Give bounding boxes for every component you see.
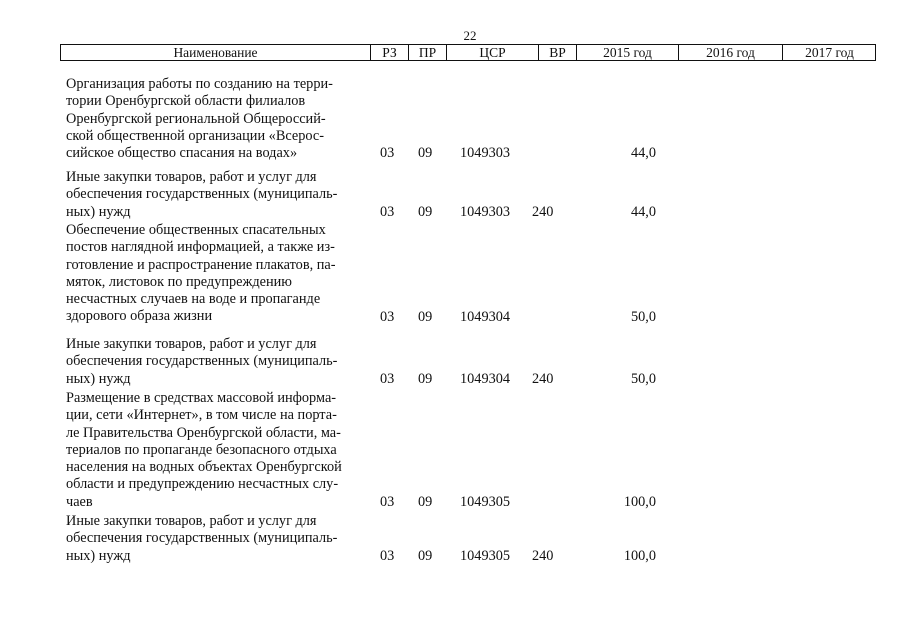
row-name-line: чаев xyxy=(66,493,93,510)
row-2015: 50,0 xyxy=(630,308,656,325)
header-vr: ВР xyxy=(539,45,577,60)
row-name xyxy=(66,390,366,511)
row-csr: 1049303 xyxy=(460,203,511,220)
row-name xyxy=(66,513,366,565)
row-pr: 09 xyxy=(418,203,433,220)
row-pr: 09 xyxy=(418,145,433,162)
row-name-line: Иные закупки товаров, работ и услуг для xyxy=(66,336,317,352)
row-name-line: ных) нужд xyxy=(66,370,131,387)
row-name-line: постов наглядной информацией, а также из- xyxy=(66,239,335,256)
row-name-line: Иные закупки товаров, работ и услуг для xyxy=(66,169,317,185)
row-name-line: здорового образа жизни xyxy=(66,308,213,325)
row-2015: 100,0 xyxy=(623,493,656,510)
row-rz: 03 xyxy=(380,145,395,162)
row-pr: 09 xyxy=(418,370,433,387)
row-rz: 03 xyxy=(380,308,395,325)
row-name-line: тории Оренбургской области филиалов xyxy=(66,93,306,110)
row-2015: 44,0 xyxy=(630,145,656,162)
row-name xyxy=(66,336,366,388)
row-name-line: териалов по пропаганде безопасного отдыха xyxy=(66,441,337,458)
row-rz: 03 xyxy=(380,493,395,510)
row-name-line: Обеспечение общественных спасательных xyxy=(66,222,326,238)
row-name-line: Организация работы по созданию на терри- xyxy=(66,76,333,92)
row-name-line: области и предупреждению несчастных слу- xyxy=(66,476,339,493)
header-2016: 2016 год xyxy=(679,45,783,60)
row-csr: 1049305 xyxy=(460,547,511,564)
row-name-line: Размещение в средствах массовой информа- xyxy=(66,390,337,406)
row-pr: 09 xyxy=(418,493,433,510)
row-name-line: обеспечения государственных (муниципаль- xyxy=(66,186,338,203)
row-name-line: ской общественной организации «Всерос- xyxy=(66,127,324,144)
row-rz: 03 xyxy=(380,370,395,387)
row-vr: 240 xyxy=(532,203,554,220)
row-name-line: обеспечения государственных (муниципаль- xyxy=(66,530,338,547)
row-2015: 50,0 xyxy=(630,370,656,387)
row-name-line: ных) нужд xyxy=(66,203,131,220)
row-csr: 1049304 xyxy=(460,308,511,325)
row-name-line: ле Правительства Оренбургской области, ма- xyxy=(66,424,341,441)
header-rz: РЗ xyxy=(371,45,409,60)
row-2015: 44,0 xyxy=(630,203,656,220)
row-name-line: ных) нужд xyxy=(66,547,131,564)
row-name-line: ции, сети «Интернет», в том числе на порта- xyxy=(66,407,337,424)
row-name-line: сийское общество спасания на водах» xyxy=(66,145,298,162)
table-header xyxy=(60,44,876,61)
row-vr: 240 xyxy=(532,547,554,564)
page-number: 22 xyxy=(463,28,477,43)
row-name-line: мяток, листовок по предупреждению xyxy=(66,273,292,290)
row-name-line: несчастных случаев на воде и пропаганде xyxy=(66,291,321,308)
row-vr: 240 xyxy=(532,370,554,387)
row-name xyxy=(66,169,366,221)
row-csr: 1049305 xyxy=(460,493,511,510)
row-name xyxy=(66,222,366,326)
row-name-line: населения на водных объектах Оренбургской xyxy=(66,459,342,476)
row-name xyxy=(66,76,366,162)
header-csr: ЦСР xyxy=(447,45,539,60)
header-2015: 2015 год xyxy=(577,45,679,60)
row-name-line: готовление и распространение плакатов, па- xyxy=(66,256,336,273)
row-name-line: Иные закупки товаров, работ и услуг для xyxy=(66,513,317,529)
row-pr: 09 xyxy=(418,547,433,564)
row-name-line: Оренбургской региональной Общероссий- xyxy=(66,110,326,127)
header-pr: ПР xyxy=(409,45,447,60)
row-csr: 1049303 xyxy=(460,145,511,162)
row-rz: 03 xyxy=(380,547,395,564)
row-pr: 09 xyxy=(418,308,433,325)
row-rz: 03 xyxy=(380,203,395,220)
row-csr: 1049304 xyxy=(460,370,511,387)
header-name: Наименование xyxy=(61,45,371,60)
header-2017: 2017 год xyxy=(805,45,854,60)
row-name-line: обеспечения государственных (муниципаль- xyxy=(66,353,338,370)
row-2015: 100,0 xyxy=(623,547,656,564)
